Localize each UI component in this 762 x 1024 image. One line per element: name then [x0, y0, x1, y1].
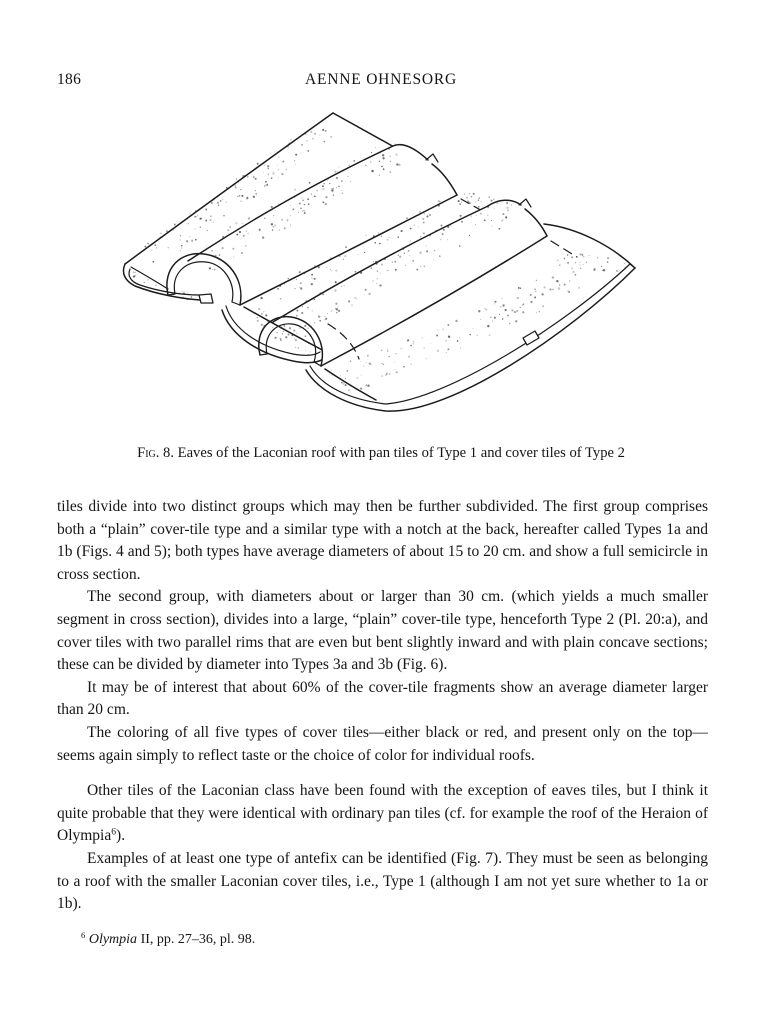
page-number: 186	[57, 71, 82, 88]
footnote-work-title: Olympia	[88, 931, 138, 947]
body-paragraph: Other tiles of the Laconian class have been found with the exception of eaves tiles, but I think it quite probable that they were identical with ordinary pan tiles (cf. for example the roof of the Heraion of Olympia$^6$).	[57, 782, 708, 845]
body-paragraph: Examples of at least one type of antefix can be identified (Fig. 7). They must be seen as belonging to a roof with the smaller Laconian cover tiles, i.e., Type 1 (although I am not yet sure whether to 1a or 1b).	[57, 849, 708, 913]
figure-caption-label: Fig. 8.	[137, 445, 174, 461]
footnote	[57, 930, 708, 949]
body-paragraph: The second group, with diameters about or larger than 30 cm. (which yields a much smaller segment in cross section), divides into a large, “plain” cover-tile type, henceforth Type 2 (Pl. 20:a), and cover tiles with two parallel rims that are even but bent slightly inward and with plain concave sections; these can be divided by diameter into Types 3a and 3b (Fig. 6).	[57, 588, 708, 674]
footnote-citation: II, pp. 27–36, pl. 98.	[137, 931, 256, 947]
body-paragraph: tiles divide into two distinct groups which may then be further subdivided. The first group comprises both a “plain” cover-tile type and a similar type with a notch at the back, hereafter called Types 1a and 1b (Figs. 4 and 5); both types have average diameters of about 15 to 20 cm. and show a full semicircle in cross section.	[57, 498, 708, 583]
footnote-reference: 6	[111, 827, 117, 839]
figure-caption-text: Eaves of the Laconian roof with pan tiles of Type 1 and cover tiles of Type 2	[174, 445, 625, 461]
body-paragraph: The coloring of all five types of cover tiles—either black or red, and present only on the top—seems again simply to reflect taste or the choice of color for individual roofs.	[57, 723, 708, 764]
roof-tiles-isometric-drawing	[100, 98, 662, 442]
running-head: AENNE OHNESORG	[305, 71, 457, 88]
figure-roof-tiles-drawing	[100, 98, 662, 442]
figure-caption	[0, 445, 762, 462]
body-paragraph: It may be of interest that about 60% of the cover-tile fragments show an average diameter larger than 20 cm.	[57, 678, 708, 719]
body-text	[57, 496, 708, 949]
footnote-marker: 6	[81, 929, 86, 940]
